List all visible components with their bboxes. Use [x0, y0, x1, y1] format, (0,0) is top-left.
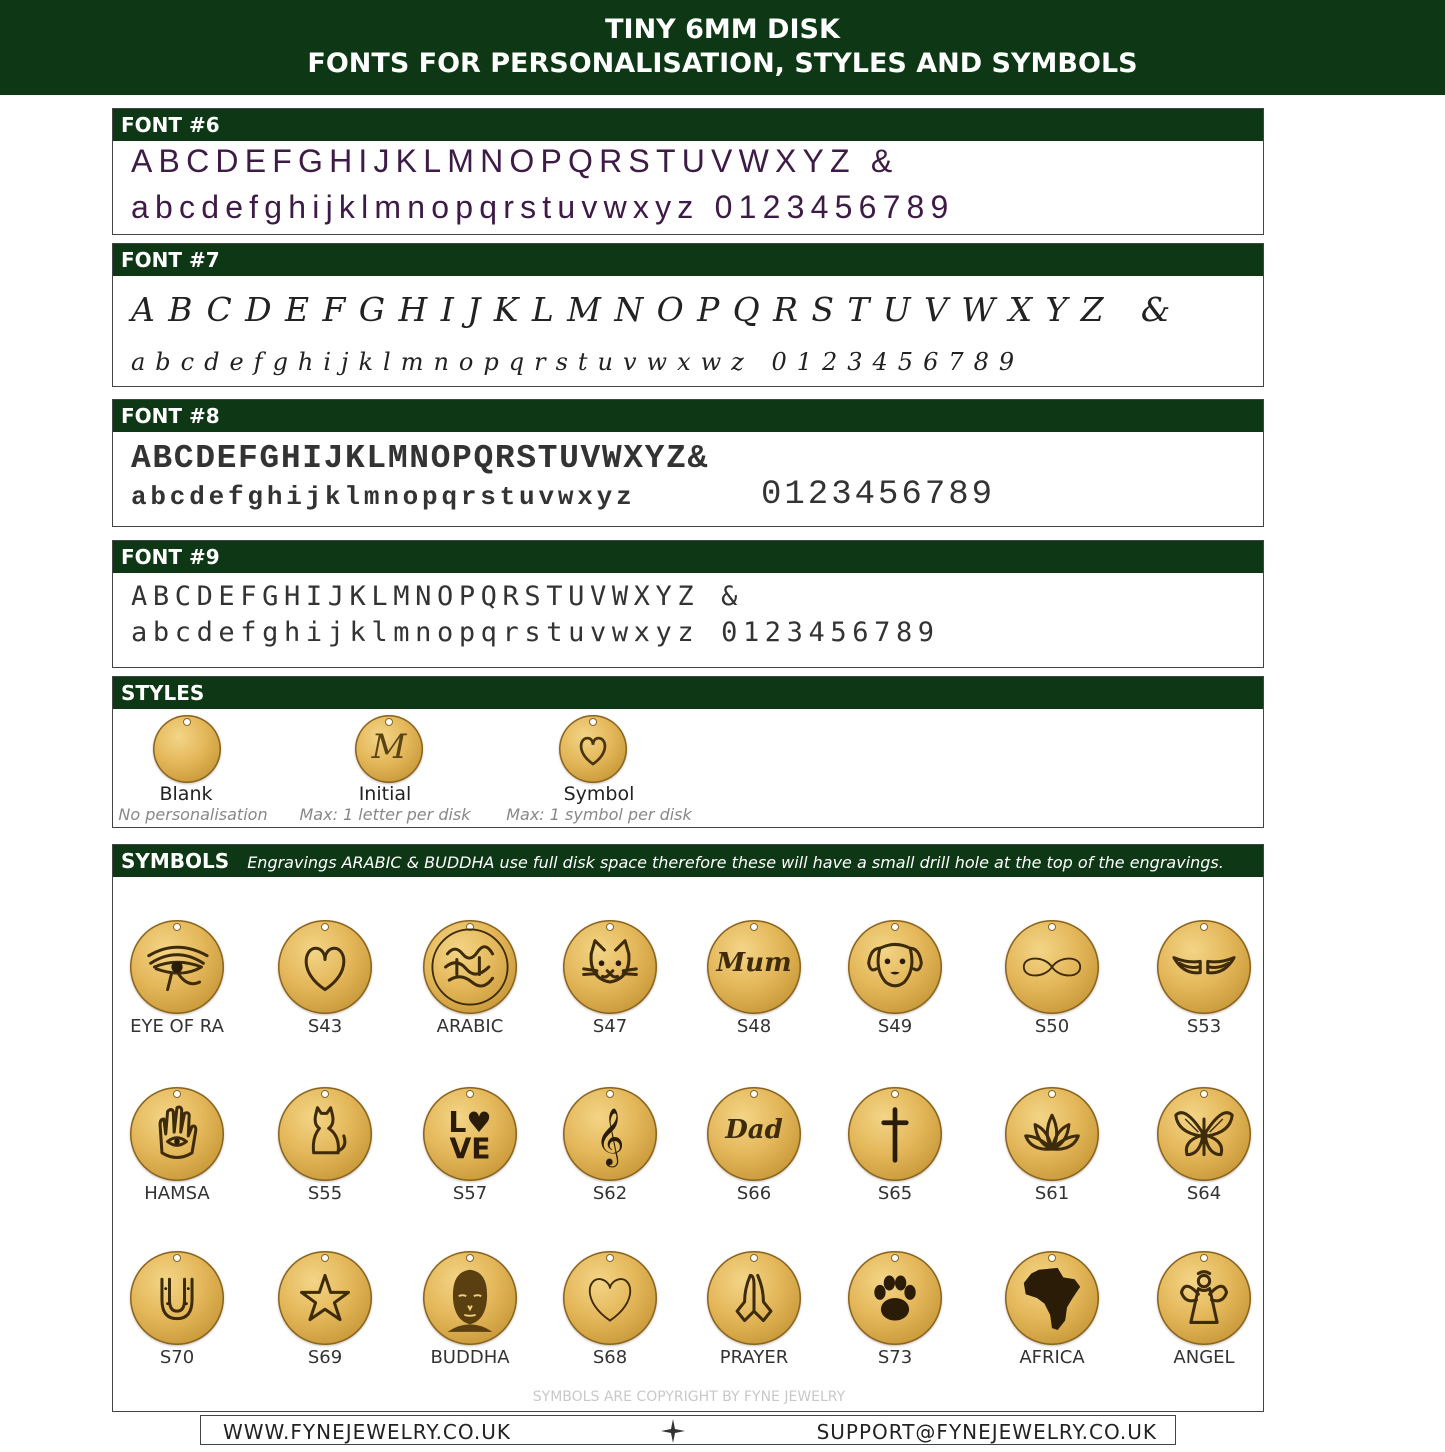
symbol-label: S68	[592, 1347, 628, 1368]
symbol-label: AFRICA	[1019, 1347, 1085, 1368]
symbols-header	[113, 845, 1263, 877]
page-header	[0, 0, 1445, 95]
symbol-label: S65	[877, 1183, 913, 1204]
symbol-label: ARABIC	[436, 1016, 504, 1037]
eye-of-ra-icon	[130, 920, 224, 1014]
symbol-label: S61	[1034, 1183, 1070, 1204]
font-6-uppercase: ABCDEFGHIJKLMNOPQRSTUVWXYZ &	[131, 143, 899, 179]
font-7-title: FONT #7	[113, 244, 1263, 276]
sparkle-star-icon	[661, 1419, 685, 1443]
dog-face-icon-art	[848, 920, 942, 1014]
symbol-label: ANGEL	[1173, 1347, 1235, 1368]
symbol-label: HAMSA	[144, 1183, 210, 1204]
mum-text-icon	[707, 920, 801, 1014]
treble-clef-icon	[563, 1087, 657, 1181]
style-initial-label: Initial	[358, 783, 412, 805]
symbol-label: PRAYER	[719, 1347, 789, 1368]
lotus-icon	[1005, 1087, 1099, 1181]
font-9-section	[112, 540, 1264, 668]
paw-print-icon-art	[848, 1251, 942, 1345]
butterfly-icon-art	[1157, 1087, 1251, 1181]
horseshoe-icon-art	[130, 1251, 224, 1345]
style-blank-label: Blank	[159, 783, 213, 805]
sitting-cat-icon	[278, 1087, 372, 1181]
symbol-disk-icon	[559, 715, 627, 783]
style-blank-sub: No personalisation	[118, 805, 268, 824]
symbol-label: S47	[592, 1016, 628, 1037]
heart-icon	[559, 715, 627, 783]
page-subtitle: FONTS FOR PERSONALISATION, STYLES AND SYMBOLS	[307, 48, 1138, 79]
dad-text-icon-art	[707, 1087, 801, 1181]
font-8-uppercase: ABCDEFGHIJKLMNOPQRSTUVWXYZ&	[131, 440, 709, 477]
styles-title: STYLES	[113, 677, 1263, 709]
font-9-title: FONT #9	[113, 541, 1263, 573]
font-8-section	[112, 399, 1264, 527]
symbol-label: EYE OF RA	[130, 1016, 224, 1037]
mum-text-icon-art	[707, 920, 801, 1014]
symbol-label: S57	[452, 1183, 488, 1204]
symbols-title: SYMBOLS	[121, 849, 230, 873]
dad-text-glyph: Dad	[725, 1115, 783, 1145]
symbol-label: S70	[159, 1347, 195, 1368]
style-initial-sub: Max: 1 letter per disk	[299, 805, 471, 824]
symbol-label: S49	[877, 1016, 913, 1037]
eye-of-ra-icon-art	[130, 920, 224, 1014]
infinity-icon-art	[1005, 920, 1099, 1014]
paw-print-icon	[848, 1251, 942, 1345]
font-8-digits: 0123456789	[761, 476, 996, 514]
font-6-lowercase: abcdefghijklmnopqrstuvwxyz 0123456789	[131, 189, 955, 225]
font-8-lowercase: abcdefghijklmnopqrstuvwxyz	[131, 482, 636, 512]
font-7-uppercase: ABCDEFGHIJKLMNOPQRSTUVWXYZ &	[131, 290, 1184, 329]
arabic-calligraphy-icon-art	[423, 920, 517, 1014]
wings-icon	[1157, 920, 1251, 1014]
praying-hands-icon	[707, 1251, 801, 1345]
mum-text-glyph: Mum	[716, 948, 792, 978]
buddha-icon	[423, 1251, 517, 1345]
styles-section	[112, 676, 1264, 828]
symbols-note: Engravings ARABIC & BUDDHA use full disk space therefore these will have a small drill hole at the top of the engravings.	[247, 853, 1224, 872]
symbols-section	[112, 844, 1264, 1412]
symbol-label: S50	[1034, 1016, 1070, 1037]
dad-text-icon	[707, 1087, 801, 1181]
footer	[200, 1415, 1176, 1445]
buddha-icon-art	[423, 1251, 517, 1345]
font-9-uppercase: ABCDEFGHIJKLMNOPQRSTUVWXYZ &	[131, 581, 743, 612]
hamsa-icon	[130, 1087, 224, 1181]
symbol-label: S69	[307, 1347, 343, 1368]
praying-hands-icon-art	[707, 1251, 801, 1345]
lotus-icon-art	[1005, 1087, 1099, 1181]
sitting-cat-icon-art	[278, 1087, 372, 1181]
symbol-label: S66	[736, 1183, 772, 1204]
hamsa-icon-art	[130, 1087, 224, 1181]
star-icon-art	[278, 1251, 372, 1345]
blank-disk-icon	[153, 715, 221, 783]
love-text-icon-art	[423, 1087, 517, 1181]
website-link[interactable]: WWW.FYNEJEWELRY.CO.UK	[223, 1420, 511, 1444]
symbol-label: S48	[736, 1016, 772, 1037]
font-7-section	[112, 243, 1264, 387]
heart-icon	[278, 920, 372, 1014]
dog-face-icon	[848, 920, 942, 1014]
arabic-calligraphy-icon	[423, 920, 517, 1014]
initial-letter: M	[371, 727, 407, 767]
treble-clef-icon-art	[563, 1087, 657, 1181]
symbol-label: BUDDHA	[430, 1347, 510, 1368]
symbol-label: S73	[877, 1347, 913, 1368]
symbol-label: S53	[1186, 1016, 1222, 1037]
page-title: TINY 6MM DISK	[605, 14, 840, 45]
butterfly-icon	[1157, 1087, 1251, 1181]
copyright-note: SYMBOLS ARE COPYRIGHT BY FYNE JEWELRY	[532, 1389, 846, 1405]
font-9-lowercase: abcdefghijklmnopqrstuvwxyz 0123456789	[131, 617, 940, 648]
cat-face-icon-art	[563, 920, 657, 1014]
initial-disk-icon	[355, 715, 423, 783]
wings-icon-art	[1157, 920, 1251, 1014]
love-text-icon	[423, 1087, 517, 1181]
svg-text:L♥: L♥	[448, 1106, 492, 1140]
angel-icon	[1157, 1251, 1251, 1345]
cat-face-icon	[563, 920, 657, 1014]
svg-text:VE: VE	[449, 1132, 491, 1166]
heart-icon-art	[278, 920, 372, 1014]
symbol-label: S55	[307, 1183, 343, 1204]
symbol-label: S43	[307, 1016, 343, 1037]
star-icon	[278, 1251, 372, 1345]
africa-map-icon	[1005, 1251, 1099, 1345]
angel-icon-art	[1157, 1251, 1251, 1345]
infinity-icon	[1005, 920, 1099, 1014]
font-6-section	[112, 108, 1264, 235]
cross-icon	[848, 1087, 942, 1181]
font-8-title: FONT #8	[113, 400, 1263, 432]
africa-map-icon-art	[1005, 1251, 1099, 1345]
font-7-lowercase: abcdefghijklmnopqrstuvwxwz 0123456789	[131, 348, 1025, 376]
heart-outline-icon	[563, 1251, 657, 1345]
email-link[interactable]: SUPPORT@FYNEJEWELRY.CO.UK	[816, 1420, 1157, 1444]
svg-text:𝄞: 𝄞	[595, 1107, 625, 1165]
style-symbol-label: Symbol	[563, 783, 635, 805]
symbol-label: S62	[592, 1183, 628, 1204]
cross-icon-art	[848, 1087, 942, 1181]
style-symbol-sub: Max: 1 symbol per disk	[506, 805, 692, 824]
heart-outline-icon-art	[563, 1251, 657, 1345]
horseshoe-icon	[130, 1251, 224, 1345]
font-6-title: FONT #6	[113, 109, 1263, 141]
symbol-label: S64	[1186, 1183, 1222, 1204]
